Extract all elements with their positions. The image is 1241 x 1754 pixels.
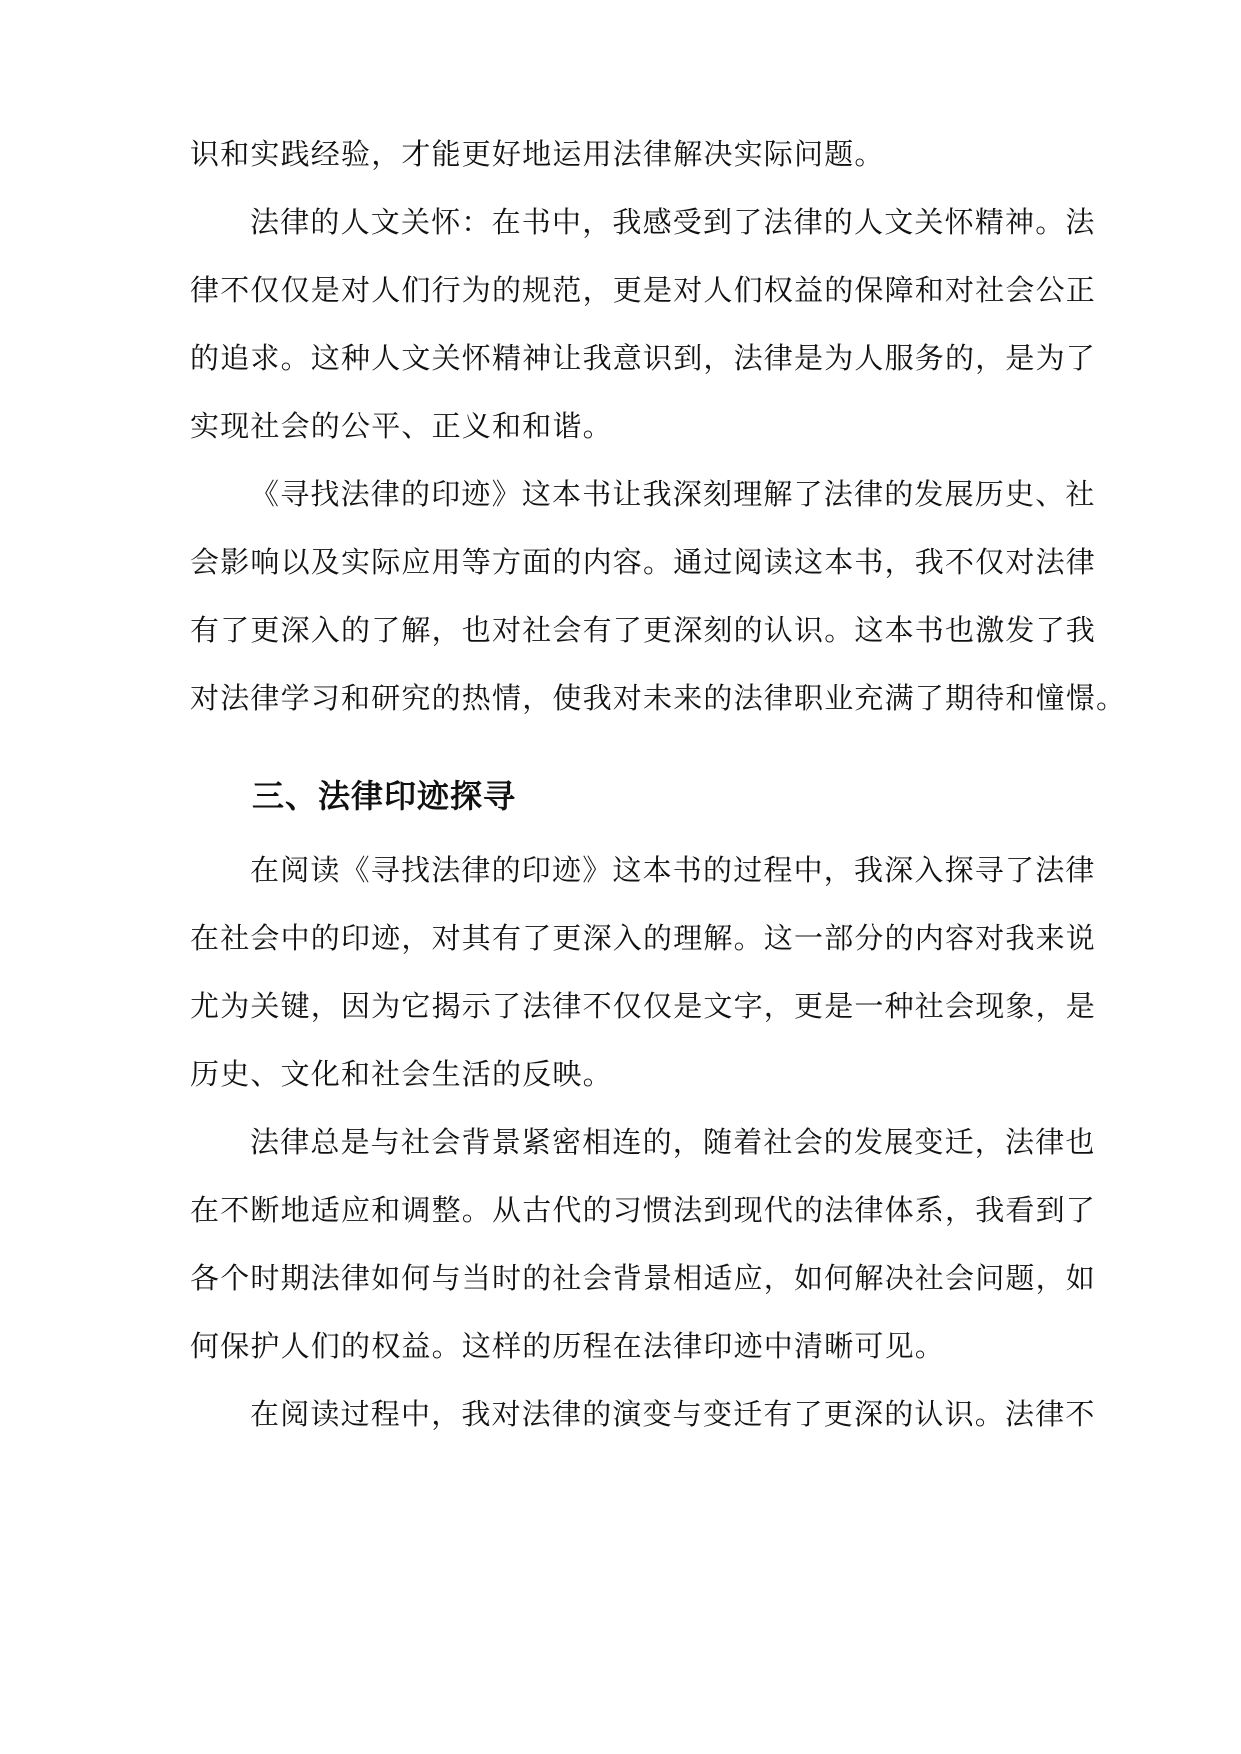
text-line: 律不仅仅是对人们行为的规范，更是对人们权益的保障和对社会公正 bbox=[190, 273, 1097, 307]
text-line: 的追求。这种人文关怀精神让我意识到，法律是为人服务的，是为了 bbox=[190, 341, 1097, 375]
text-line: 在阅读过程中，我对法律的演变与变迁有了更深的认识。法律不 bbox=[250, 1397, 1096, 1431]
text-line: 法律总是与社会背景紧密相连的，随着社会的发展变迁，法律也 bbox=[250, 1125, 1096, 1159]
text-line: 《寻找法律的印迹》这本书让我深刻理解了法律的发展历史、社 bbox=[250, 477, 1096, 511]
text-line: 在不断地适应和调整。从古代的习惯法到现代的法律体系，我看到了 bbox=[190, 1193, 1097, 1227]
text-line: 法律的人文关怀：在书中，我感受到了法律的人文关怀精神。法 bbox=[250, 205, 1096, 239]
text-line: 对法律学习和研究的热情，使我对未来的法律职业充满了期待和憧憬。 bbox=[190, 681, 1127, 715]
text-line: 实现社会的公平、正义和和谐。 bbox=[190, 409, 613, 443]
text-line: 尤为关键，因为它揭示了法律不仅仅是文字，更是一种社会现象，是 bbox=[190, 989, 1097, 1023]
text-line: 各个时期法律如何与当时的社会背景相适应，如何解决社会问题，如 bbox=[190, 1261, 1097, 1295]
text-line: 会影响以及实际应用等方面的内容。通过阅读这本书，我不仅对法律 bbox=[190, 545, 1097, 579]
text-line: 历史、文化和社会生活的反映。 bbox=[190, 1057, 613, 1091]
text-line: 何保护人们的权益。这样的历程在法律印迹中清晰可见。 bbox=[190, 1329, 946, 1363]
section-heading: 三、法律印迹探寻 bbox=[252, 777, 517, 815]
text-line: 识和实践经验，才能更好地运用法律解决实际问题。 bbox=[190, 137, 885, 171]
text-line: 在阅读《寻找法律的印迹》这本书的过程中，我深入探寻了法律 bbox=[250, 853, 1096, 887]
text-line: 有了更深入的了解，也对社会有了更深刻的认识。这本书也激发了我 bbox=[190, 613, 1097, 647]
text-line: 在社会中的印迹，对其有了更深入的理解。这一部分的内容对我来说 bbox=[190, 921, 1097, 955]
